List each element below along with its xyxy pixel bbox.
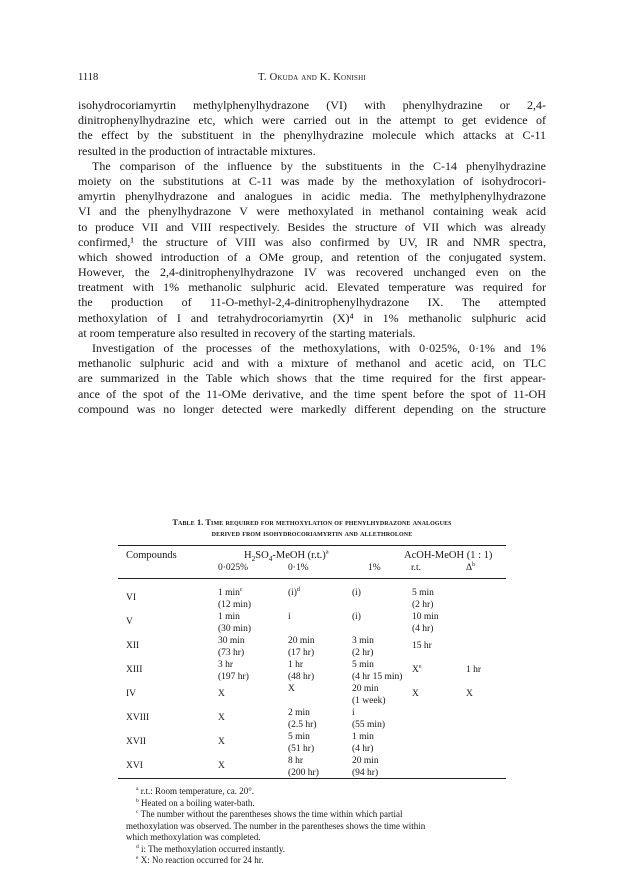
completion-time-cell: (48 hr) [288,671,315,682]
body-line: at room temperature also resulted in recovery of the starting materials. [78,325,416,340]
value-cell: 20 min [352,756,379,766]
completion-time-cell: (2 hr) [352,647,374,658]
value-cell: 3 hr [218,660,234,670]
table-top-rule [118,545,506,546]
compound-cell: XVI [126,761,143,771]
footnote [126,798,502,809]
body-line: moiety on the substitutions at C-11 was made by the methoxylation of isohydrocori- [78,173,546,188]
value-cell: 5 min [352,660,374,670]
body-line: VI and the phenylhydrazone V were methoxylated in methanol containing weak acid [78,204,546,219]
footnote-line: $^a$ r.t.: Room temperature, ca. 20°. [136,786,255,796]
completion-time-cell: (1 week) [352,695,386,706]
value-cell: i [352,708,355,718]
body-line: compound was no longer detected were markedly different depending on the structure [78,401,546,416]
heated-cell: 1 hr [466,665,482,675]
footnote-mark: c [136,809,139,816]
table-caption-line: Table 1. Time required for methoxylation of phenylhydrazone analogues [172,518,452,527]
body-line: However, the 2,4-dinitrophenylhydrazone IV was recovered unchanged even on the [78,265,546,280]
completion-time-cell: (30 min) [218,623,251,634]
page-number: 1118 [78,72,99,83]
value-cell: 5 min [288,732,310,742]
footnote-line: which methoxylation was completed. [126,831,261,842]
footnote-mark: d [136,843,139,850]
body-line: the effect by the substituent in the phenylhydrazine molecule which attacks at C-11 [78,128,546,143]
body-line: resulted in the production of intractable mixtures. [78,143,316,158]
value-cell: $(i)^d$ [288,586,300,598]
header-heated: $\Delta^b$ [466,561,476,573]
footnote [126,809,502,843]
footnote-line: methoxylation was observed. The number in the parentheses shows the time within [126,820,426,831]
header-concentration-1: 1% [368,563,381,573]
table-header-rule [118,578,506,579]
value-cell: 10 min [412,612,439,622]
value-cell: X [218,713,225,723]
header-concentration-01: 0·1% [288,563,309,573]
page-header [78,72,546,88]
completion-time-cell: (17 hr) [288,647,315,658]
body-line: isohydrocoriamyrtin methylphenylhydrazone (VI) with phenylhydrazine or 2,4- [78,98,546,112]
footnote-line: $^b$ Heated on a boiling water-bath. [136,797,255,808]
body-line: to produce VII and VIII respectively. Besides the structure of VII which was already [78,219,546,234]
compound-cell: XIII [126,665,143,675]
body-line: The comparison of the influence by the substituents in the C-14 phenylhydrazine [92,158,546,173]
completion-time-cell: (12 min) [218,599,251,610]
footnote [126,786,502,797]
body-line: amyrtin phenylhydrazone and analogues in acidic media. The methylphenylhydrazone [78,189,546,204]
body-line: ance of the spot of the 11-OMe derivative, and the time spent before the spot of 11-OH [78,386,546,401]
value-cell: (i) [352,588,361,598]
header-h2so4-meoh: $H_2SO_4$-MeOH $(r.t.)^a$ [244,548,329,564]
footnote-mark: a [136,786,139,792]
heated-cell: X [466,689,473,699]
completion-time-cell: (55 min) [352,719,385,730]
table-caption [118,517,506,539]
header-acoh-meoh: AcOH-MeOH (1 : 1) [404,550,493,561]
body-line: Investigation of the processes of the methoxylations, with 0·025%, 0·1% and 1% [92,341,546,355]
completion-time-cell: (2.5 hr) [288,719,317,730]
value-cell: 1 $\min^c$ [218,586,243,598]
compound-cell: XVII [126,737,147,747]
body-text [78,98,546,417]
value-cell: 20 min [352,684,379,694]
completion-time-cell: (4 hr) [352,743,374,754]
footnote-mark: e [136,855,139,862]
value-cell: 1 min [352,732,374,742]
value-cell: Xe [412,663,422,675]
running-title: T. Okuda and K. Konishi [258,72,366,83]
value-cell: X [218,761,225,771]
value-cell: X [288,684,295,694]
footnote-line: $^c$ The number without the parentheses shows the time within which partial [136,809,403,820]
value-cell: 1 min [218,612,240,622]
value-cell: 1 hr [288,660,304,670]
completion-time-cell: (200 hr) [288,767,319,778]
table-caption-line: derived from isohydrocoriamyrtin and allethrolone [211,529,413,538]
value-cell: X [218,689,225,699]
header-room-temp: r.t. [411,563,422,573]
body-line: are summarized in the Table which shows that the time required for the first appear- [78,371,546,386]
value-cell: X [412,689,419,699]
compound-cell: VI [126,593,137,603]
compound-cell: IV [126,689,137,699]
header-compounds: Compounds [126,550,177,561]
value-cell: 2 min [288,708,310,718]
body-line: treatment with 1% methanolic sulphuric acid. Elevated temperature was required for [78,280,546,295]
value-cell: (i) [352,612,361,622]
value-cell: 30 min [218,636,245,646]
footnote-line: $^d$ i: The methoxylation occurred instantly. [136,843,286,854]
value-cell: i [288,612,291,622]
body-line: methoxylation of I and tetrahydrocoriamyrtin (X)⁴ in 1% methanolic sulphuric acid [78,310,546,325]
body-line: dinitrophenylhydrazine etc, which were carried out in the attempt to get evidence of [78,113,546,128]
compound-cell: XVIII [126,713,150,723]
value-cell: 5 min [412,588,434,598]
completion-time-cell: (197 hr) [218,671,249,682]
value-cell: 20 min [288,636,315,646]
completion-time-cell: (4 hr) [412,623,434,634]
footnote [126,855,502,866]
completion-time-cell: (73 hr) [218,647,245,658]
header-concentration-0025: 0·025% [218,563,249,573]
completion-time-cell: (2 hr) [412,599,434,610]
completion-time-cell: (51 hr) [288,743,315,754]
body-line: confirmed,¹ the structure of VIII was also confirmed by UV, IR and NMR spectra, [78,234,546,249]
body-line: which showed introduction of a OMe group, and retention of the conjugated system. [78,249,546,264]
value-cell: 8 hr [288,756,304,766]
footnote [126,844,502,855]
completion-time-cell: (94 hr) [352,767,379,778]
value-cell: X [218,737,225,747]
compound-cell: XII [126,641,140,651]
value-cell: 3 min [352,636,374,646]
compound-cell: V [126,617,133,627]
body-line: the production of 11-O-methyl-2,4-dinitrophenylhydrazone IX. The attempted [78,295,546,310]
completion-time-cell: (4 hr 15 min) [352,671,403,682]
footnote-mark: b [136,797,139,804]
body-line: methanolic sulphuric acid and with a mixture of methanol and acetic acid, on TLC [78,356,546,371]
footnote-line: $^e$ X: No reaction occurred for 24 hr. [136,855,264,866]
value-cell: 15 hr [412,641,432,651]
